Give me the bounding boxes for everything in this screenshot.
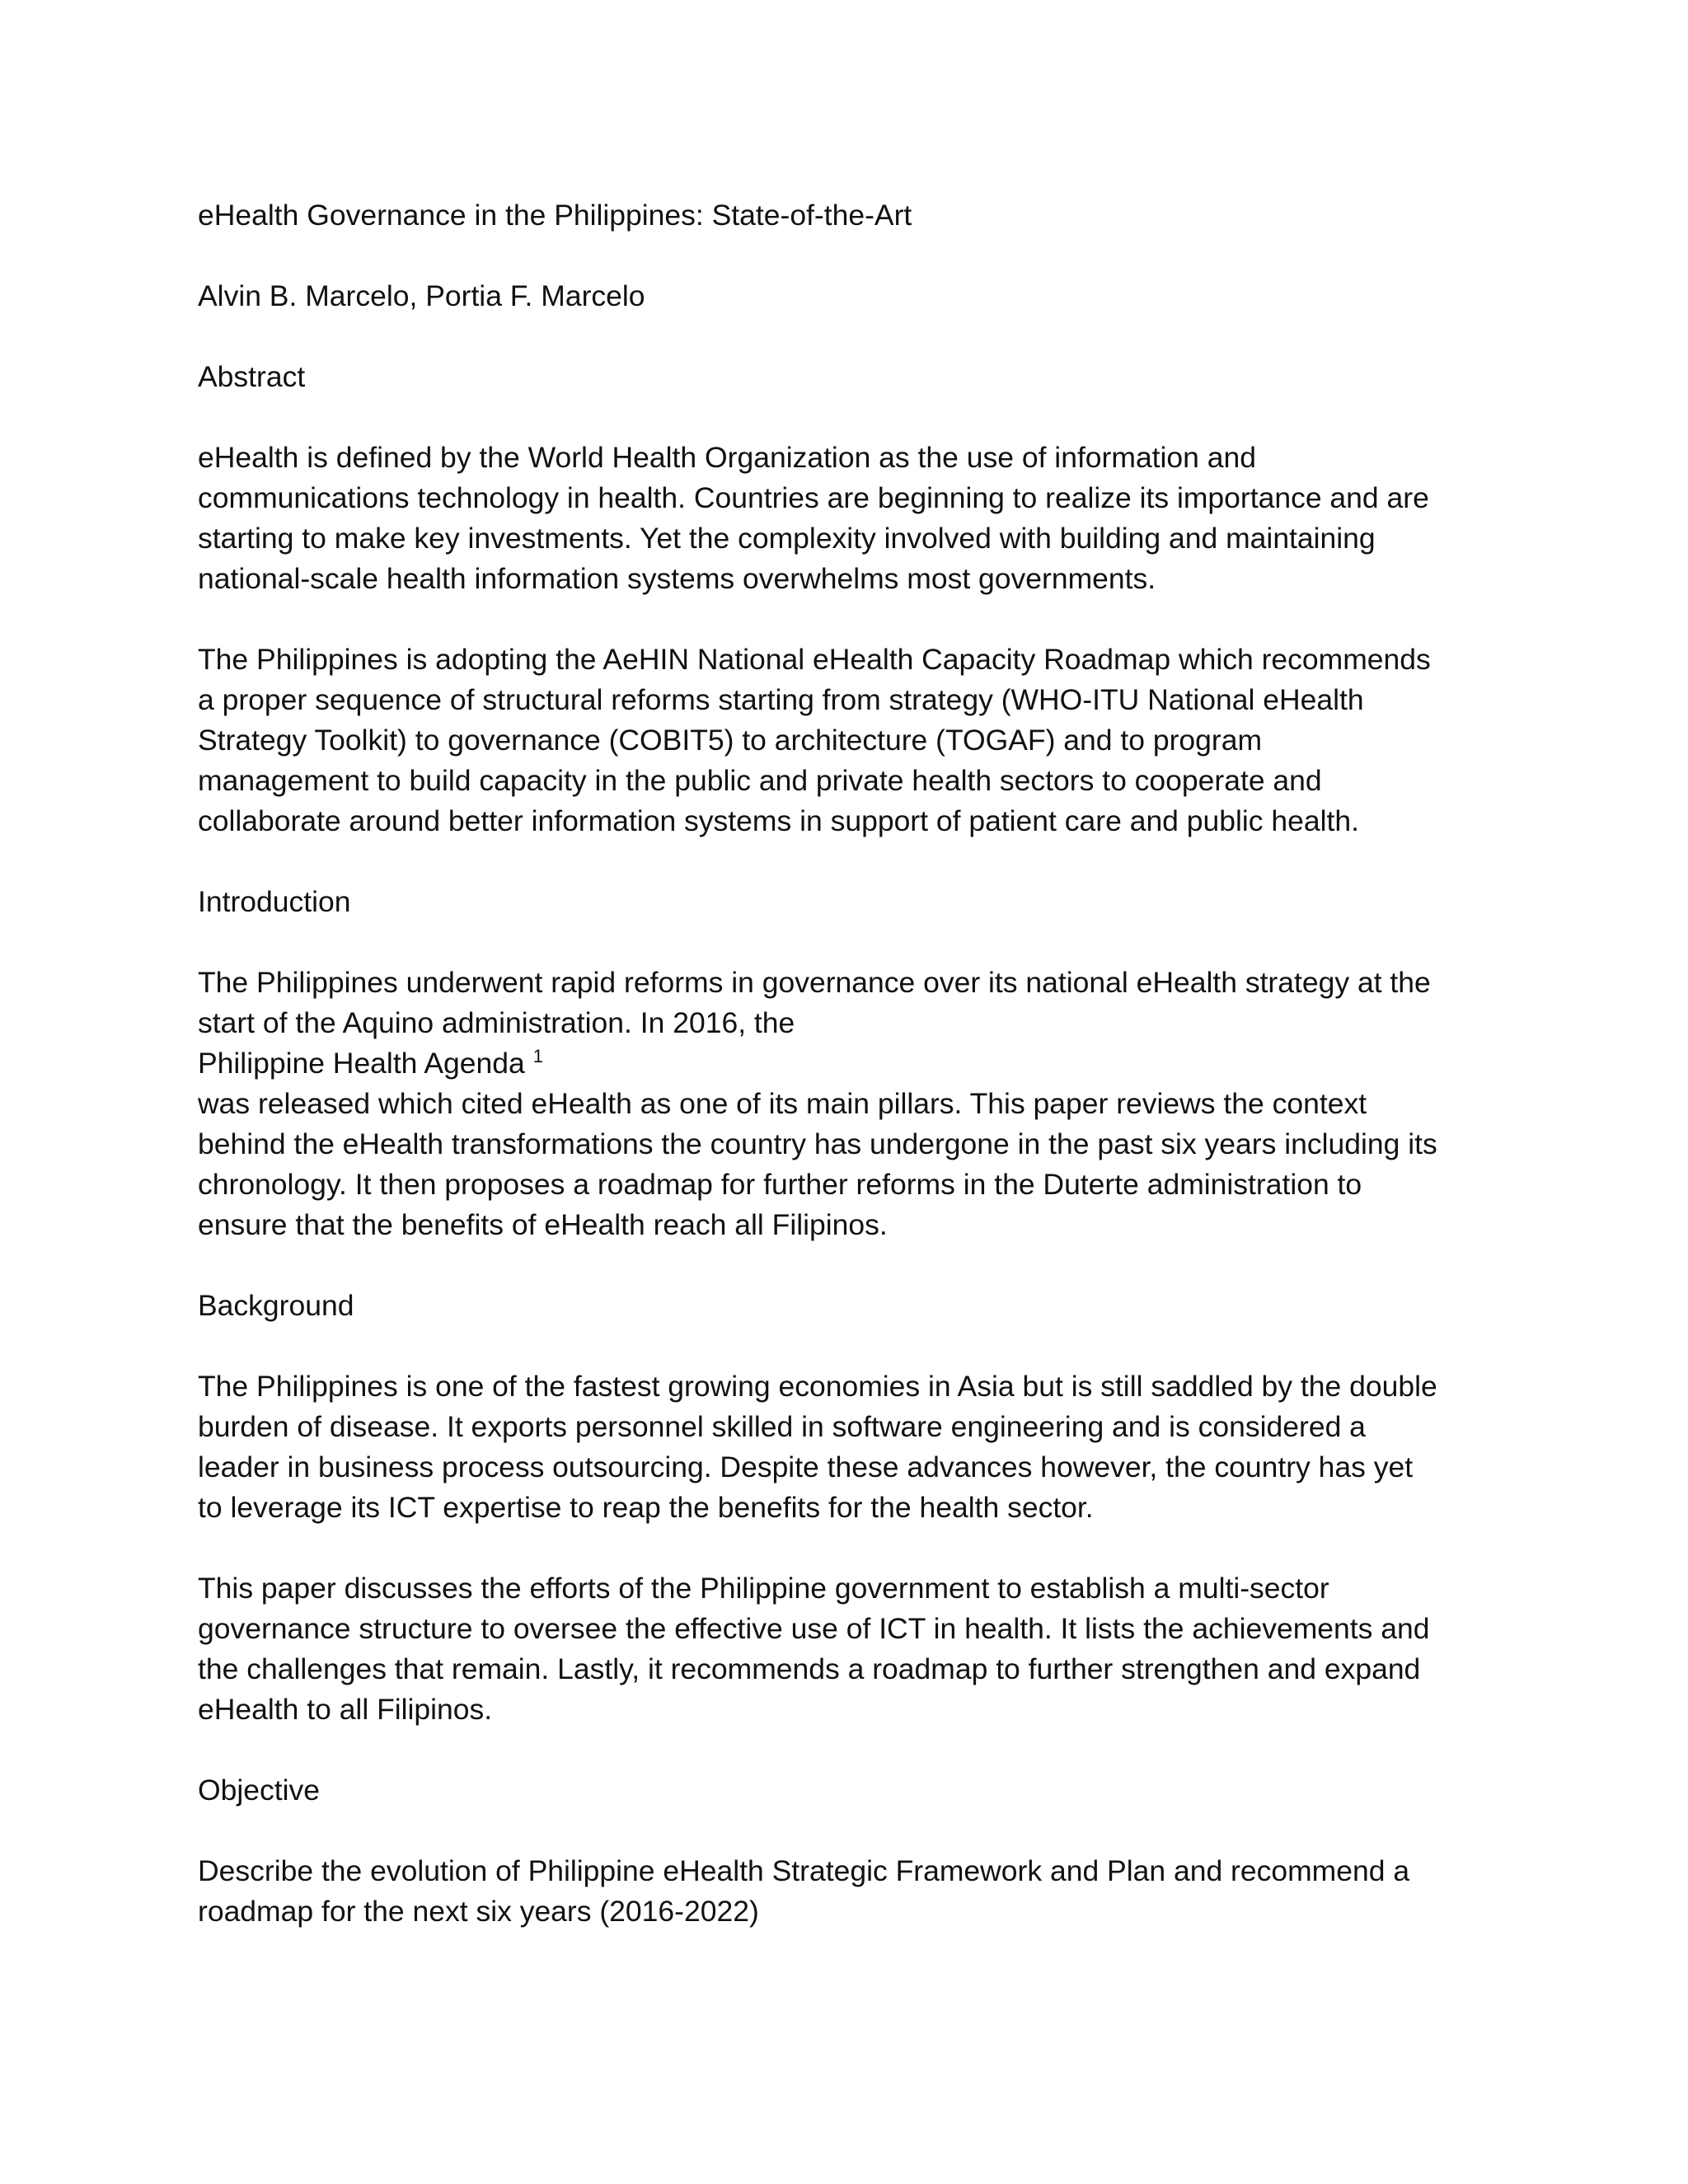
text-line: roadmap for the next six years (2016-2022) [198,1895,759,1928]
text-line: to leverage its ICT expertise to reap the benefits for the health sector. [198,1491,1094,1524]
paper-title-block [198,195,1517,236]
agenda-line [198,1043,1517,1084]
text-line: The Philippines is one of the fastest growing economies in Asia but is still saddled by the double [198,1370,1437,1403]
text-line: ensure that the benefits of eHealth reach all Filipinos. [198,1208,888,1241]
text-line: The Philippines underwent rapid reforms in governance over its national eHealth strategy at the [198,966,1431,999]
background-heading: Background [198,1289,354,1322]
background-heading-block [198,1286,1517,1326]
introduction-heading-block [198,882,1517,922]
paper-authors: Alvin B. Marcelo, Portia F. Marcelo [198,279,645,312]
objective-paragraph-1 [198,1851,1517,1932]
authors-block [198,276,1517,316]
text-line: Strategy Toolkit) to governance (COBIT5) to architecture (TOGAF) and to program [198,724,1263,757]
text-line: governance structure to oversee the effective use of ICT in health. It lists the achievements and [198,1612,1430,1645]
text-line: eHealth to all Filipinos. [198,1693,493,1726]
paper-title: eHealth Governance in the Philippines: State-of-the-Art [198,199,912,232]
text-line: This paper discusses the efforts of the Philippine government to establish a multi-sector [198,1572,1329,1605]
objective-heading: Objective [198,1774,320,1807]
introduction-paragraph-1 [198,963,1517,1245]
abstract-paragraph-2 [198,640,1517,841]
text-line: communications technology in health. Countries are beginning to realize its importance and are [198,481,1429,514]
text-line: the challenges that remain. Lastly, it recommends a roadmap to further strengthen and expand [198,1652,1421,1685]
text-line: national-scale health information systems overwhelms most governments. [198,562,1156,595]
background-paragraph-1 [198,1366,1517,1528]
text-line: starting to make key investments. Yet the complexity involved with building and maintaining [198,522,1376,555]
text-line: burden of disease. It exports personnel skilled in software engineering and is considered a [198,1410,1366,1443]
text-line: management to build capacity in the public and private health sectors to cooperate and [198,764,1322,797]
objective-heading-block [198,1770,1517,1811]
document-body [198,195,1517,1932]
text-line: The Philippines is adopting the AeHIN National eHealth Capacity Roadmap which recommends [198,643,1431,676]
text-line: collaborate around better information systems in support of patient care and public health. [198,804,1359,837]
footnote-marker[interactable]: 1 [532,1046,543,1067]
abstract-heading: Abstract [198,360,306,393]
text-line: Describe the evolution of Philippine eHealth Strategic Framework and Plan and recommend a [198,1854,1410,1887]
text-line: start of the Aquino administration. In 2016, the [198,1006,795,1039]
health-agenda-link[interactable]: Philippine Health Agenda [198,1047,525,1080]
text-line: was released which cited eHealth as one of its main pillars. This paper reviews the context [198,1087,1367,1120]
abstract-paragraph-1 [198,438,1517,599]
background-paragraph-2 [198,1568,1517,1730]
abstract-heading-block [198,357,1517,397]
text-line: chronology. It then proposes a roadmap for further reforms in the Duterte administration to [198,1168,1362,1201]
text-line: eHealth is defined by the World Health Organization as the use of information and [198,441,1257,474]
introduction-heading: Introduction [198,885,351,918]
text-line: a proper sequence of structural reforms starting from strategy (WHO-ITU National eHealth [198,683,1364,716]
text-line: behind the eHealth transformations the country has undergone in the past six years including its [198,1127,1437,1160]
text-line: leader in business process outsourcing. Despite these advances however, the country has yet [198,1451,1414,1483]
